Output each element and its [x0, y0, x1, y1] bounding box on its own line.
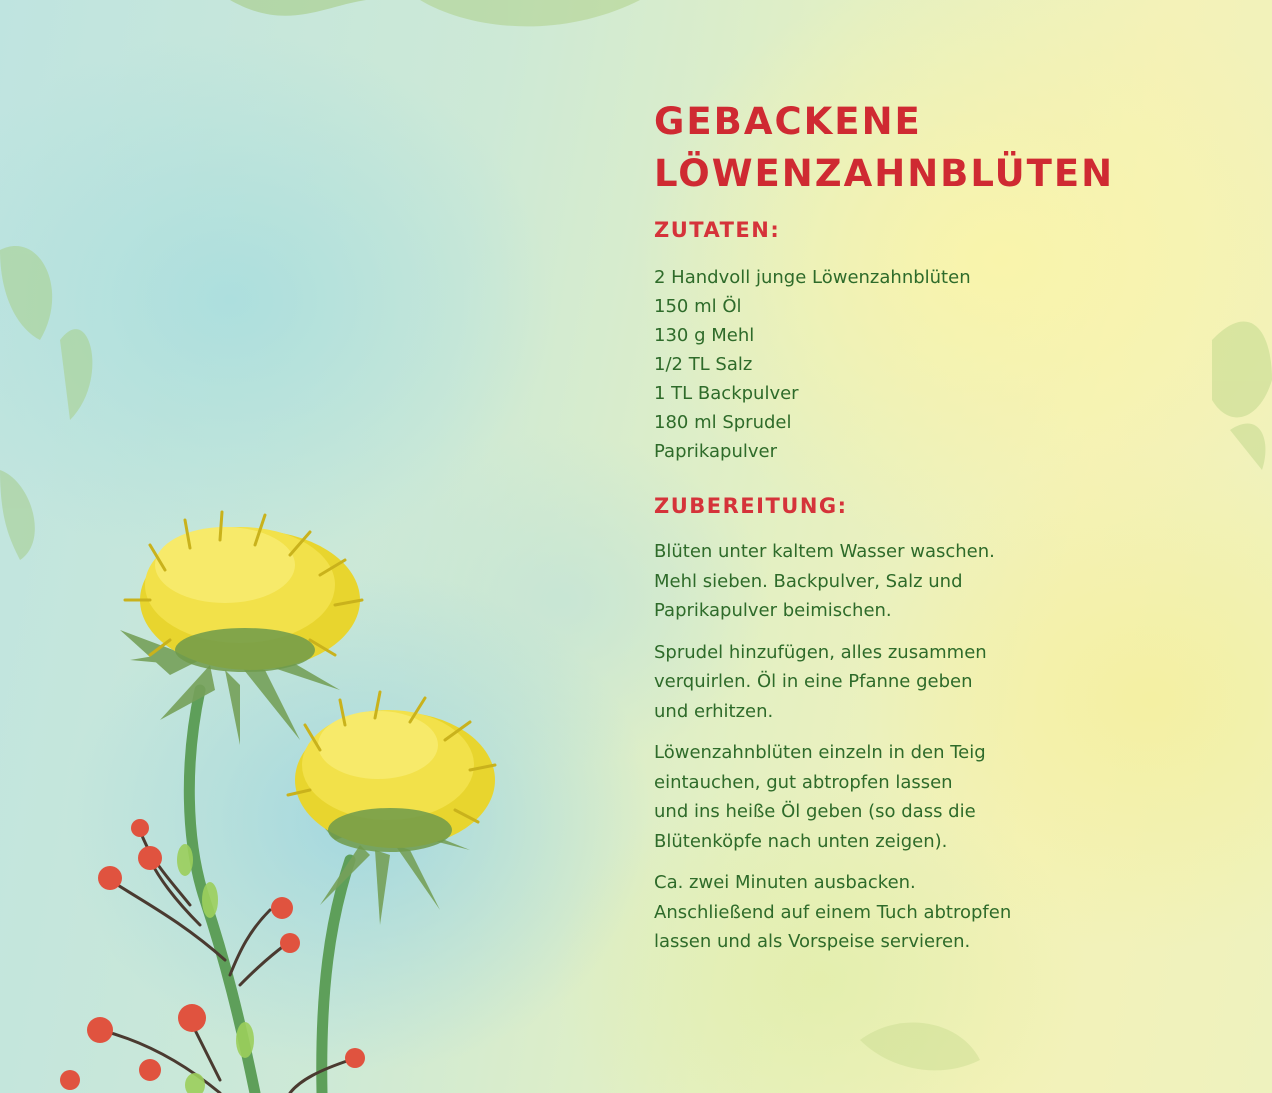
dandelion-flower-icon [120, 512, 362, 745]
ingredient-item: Paprikapulver [654, 441, 778, 462]
ingredient-item: 2 Handvoll junge Löwenzahnblüten [654, 267, 971, 288]
ingredient-item: 1/2 TL Salz [654, 354, 753, 375]
preparation-heading: ZUBEREITUNG: [654, 494, 848, 518]
recipe-title-line-1: GEBACKENE [654, 100, 922, 143]
ingredient-item: 1 TL Backpulver [654, 383, 799, 404]
recipe-title [654, 96, 1254, 200]
preparation-step: Ca. zwei Minuten ausbacken. Anschließend auf einem Tuch abtropfen lassen und als Vorspeise servieren. [654, 872, 1012, 952]
recipe-text [654, 96, 1254, 952]
dandelion-flower-icon [288, 692, 495, 925]
preparation-step: Blüten unter kaltem Wasser waschen. Mehl sieben. Backpulver, Salz und Paprikapulver beimischen. [654, 541, 995, 621]
ingredients-list [654, 263, 971, 466]
ingredient-item: 150 ml Öl [654, 296, 742, 317]
ingredient-item: 130 g Mehl [654, 325, 755, 346]
preparation-step: Sprudel hinzufügen, alles zusammen verquirlen. Öl in eine Pfanne geben und erhitzen. [654, 641, 987, 722]
recipe-title-line-2: LÖWENZAHNBLÜTEN [654, 152, 1115, 195]
preparation-steps [654, 537, 1174, 969]
ingredient-item: 180 ml Sprudel [654, 412, 792, 433]
preparation-step: Löwenzahnblüten einzeln in den Teig eintauchen, gut abtropfen lassen und ins heiße Öl geben (so dass die Blütenköpfe nach unten zeigen). [654, 742, 986, 852]
ingredients-heading: ZUTATEN: [654, 218, 781, 242]
